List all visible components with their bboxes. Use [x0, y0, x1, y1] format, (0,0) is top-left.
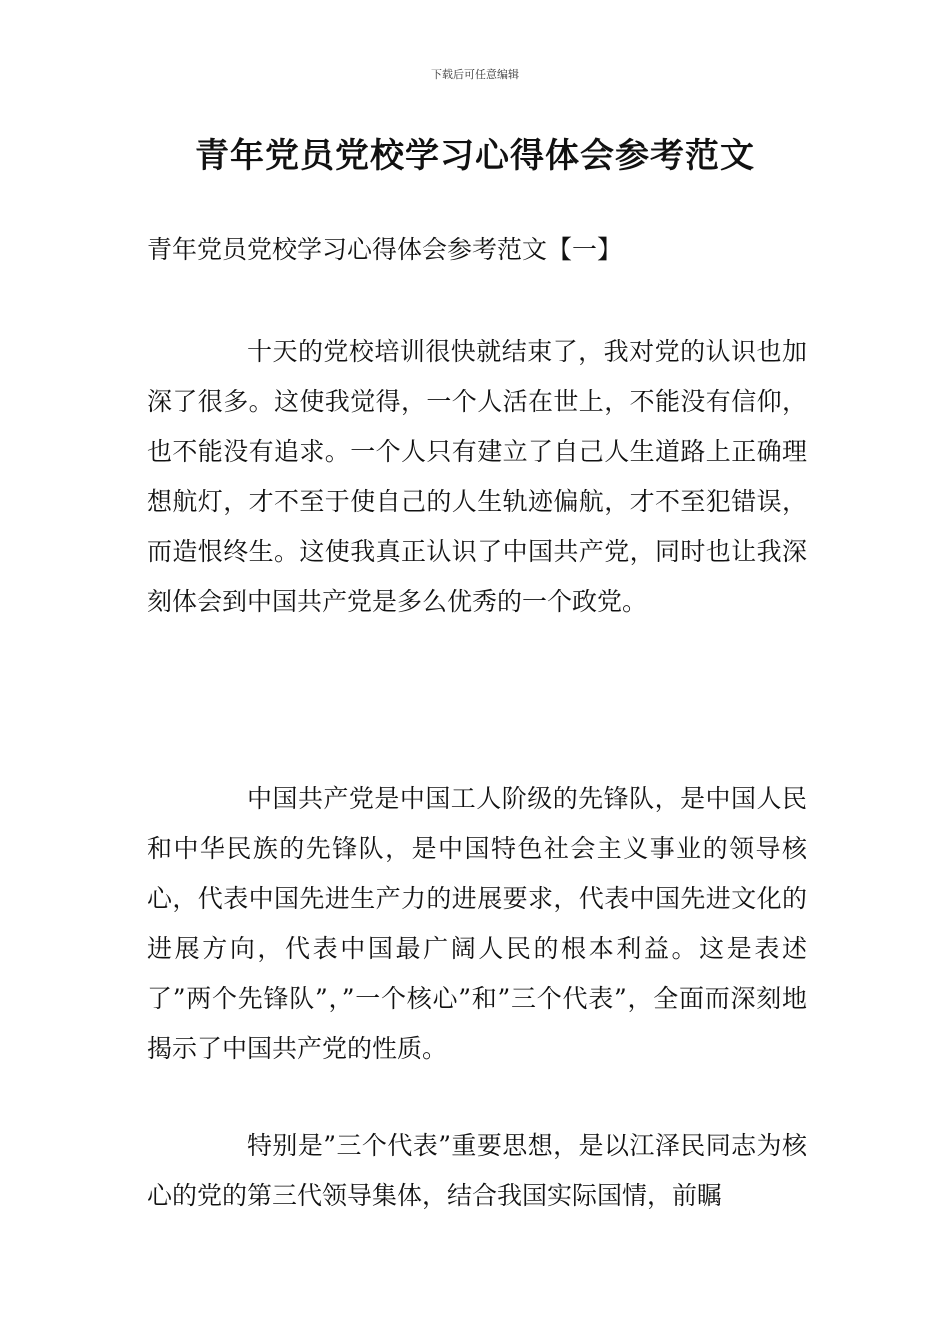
- paragraph-2: 中国共产党是中国工人阶级的先锋队，是中国人民和中华民族的先锋队，是中国特色社会主义事业的领导核心，代表中国先进生产力的进展要求，代表中国先进文化的进展方向，代表中国最广阔人民的根本利益。这是表述了”两个先锋队”，”一个核心”和”三个代表”，全面而深刻地揭示了中国共产党的性质。: [147, 784, 807, 1063]
- section-heading: 青年党员党校学习心得体会参考范文【一】: [147, 235, 623, 264]
- paragraph-1: 十天的党校培训很快就结束了，我对党的认识也加深了很多。这使我觉得，一个人活在世上，不能没有信仰，也不能没有追求。一个人只有建立了自己人生道路上正确理想航灯，才不至于使自己的人生轨迹偏航，才不至犯错误，而造恨终生。这使我真正认识了中国共产党，同时也让我深刻体会到中国共产党是多么优秀的一个政党。: [147, 337, 807, 616]
- document-title: 青年党员党校学习心得体会参考范文: [195, 136, 755, 176]
- header-note: 下载后可任意编辑: [431, 68, 519, 81]
- paragraph-3: 特别是”三个代表”重要思想，是以江泽民同志为核心的党的第三代领导集体，结合我国实际国情，前瞩: [147, 1131, 807, 1210]
